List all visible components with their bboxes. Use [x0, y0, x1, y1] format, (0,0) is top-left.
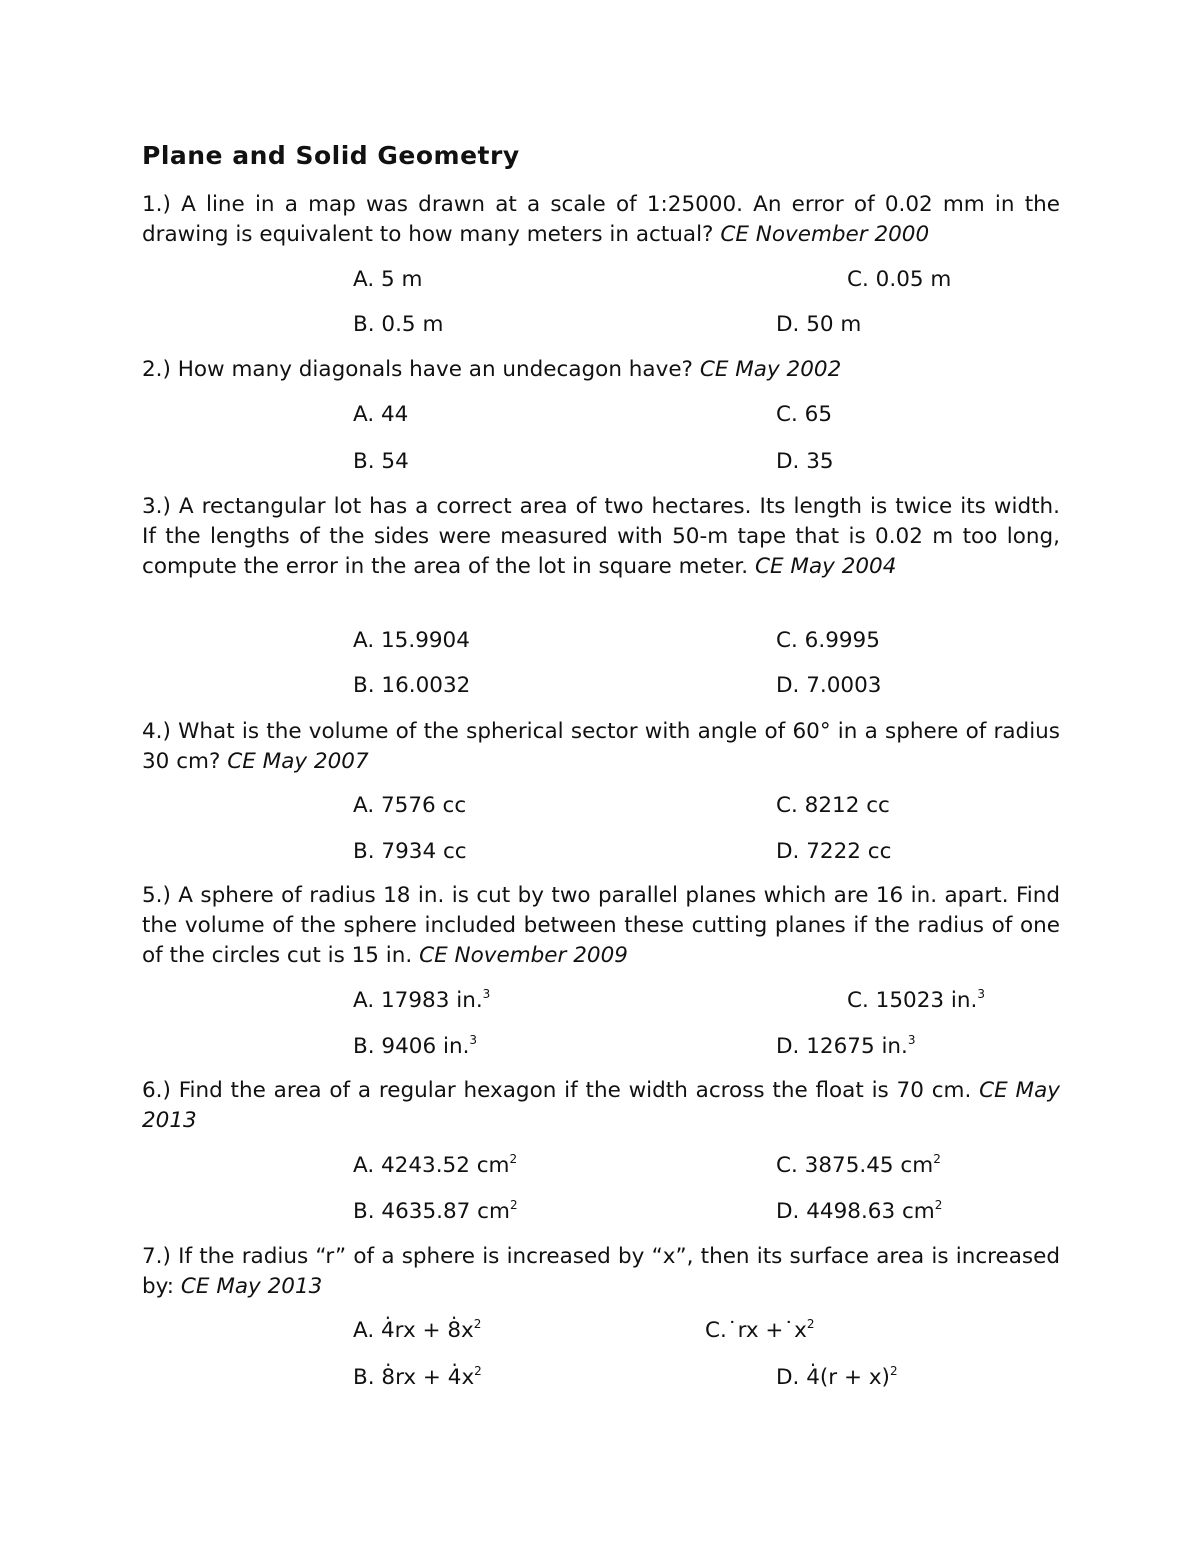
option-b: B. 54	[353, 449, 409, 474]
option-c: C. 3875.45 $cm^2$	[776, 1152, 941, 1178]
question-4: 4.) What is the volume of the spherical sector with angle of 60° in a sphere of radius 30 cm? CE May 2007	[142, 719, 1060, 774]
option-a: A. 4243.52 $cm^2$	[353, 1152, 518, 1178]
option-d: D. 4̇(r + x)$^2$	[776, 1364, 898, 1390]
option-b: B. 8̇rx + $4̇x^2$	[353, 1364, 482, 1390]
exponent: 3	[977, 987, 985, 1001]
question-3: 3.) A rectangular lot has a correct area of two hectares. Its length is twice its width. If the lengths of the sides were measured with 50-m tape that is 0.02 m too long, compute the error in the area of the lot in square meter. CE May 2004	[142, 494, 1060, 579]
question-source: CE November 2009	[419, 943, 628, 968]
exponent: 2	[509, 1198, 518, 1212]
option-c: C.˙rx $+˙x^2$	[705, 1317, 815, 1343]
option-b: B. 7934 cc	[353, 839, 467, 864]
option-a: A. 4̇rx + $8̇x^2$	[353, 1317, 482, 1343]
exponent: 2	[934, 1198, 943, 1212]
option-b: B. 9406 in.$^3$	[353, 1033, 478, 1059]
option-b: B. 0.5 m	[353, 312, 444, 337]
question-1: 1.) A line in a map was drawn at a scale of 1:25000. An error of 0.02 mm in the drawing is equivalent to how many meters in actual? CE November 2000	[142, 192, 1060, 247]
option-c: C. 65	[776, 402, 833, 427]
question-6: 6.) Find the area of a regular hexagon if the width across the float is 70 cm. CE May 2013	[142, 1078, 1060, 1133]
page-title: Plane and Solid Geometry	[142, 141, 520, 170]
question-2: 2.) How many diagonals have an undecagon have? CE May 2002	[142, 357, 842, 382]
question-source: CE May 2002	[699, 357, 842, 382]
exponent: 2	[933, 1152, 941, 1166]
option-d: D. 7222 cc	[776, 839, 892, 864]
question-source: CE May 2007	[227, 749, 369, 774]
option-a: A. 5 m	[353, 267, 423, 292]
exponent: 3	[469, 1033, 478, 1047]
option-c: C. 8212 cc	[776, 793, 890, 818]
question-source: CE November 2000	[720, 222, 930, 247]
exponent: 2	[889, 1364, 898, 1378]
option-a: A. 7576 cc	[353, 793, 467, 818]
exponent: 3	[907, 1033, 916, 1047]
option-c: C. 15023 in.$^3$	[847, 987, 985, 1013]
exponent: 2	[509, 1152, 518, 1166]
question-source: CE May 2013	[180, 1274, 323, 1299]
option-c: C. 6.9995	[776, 628, 880, 653]
question-source: CE May 2004	[754, 554, 897, 579]
exponent: 2	[473, 1317, 482, 1331]
exponent: 3	[482, 987, 491, 1001]
question-source: CE May 2013	[142, 1078, 1060, 1133]
option-c: C. 0.05 m	[847, 267, 952, 292]
option-a: A. 44	[353, 402, 409, 427]
exponent: 2	[806, 1317, 815, 1331]
option-d: D. 50 m	[776, 312, 862, 337]
option-a: A. 17983 in.$^3$	[353, 987, 491, 1013]
option-b: B. 16.0032	[353, 673, 471, 698]
question-7: 7.) If the radius “r” of a sphere is increased by “x”, then its surface area is increased by: CE May 2013	[142, 1244, 1060, 1299]
option-d: D. 7.0003	[776, 673, 882, 698]
question-5: 5.) A sphere of radius 18 in. is cut by two parallel planes which are 16 in. apart. Find the volume of the sphere included between these cutting planes if the radius of one of the circles cut is 15 in. CE November 2009	[142, 883, 1060, 968]
option-d: D. 4498.63 $cm^2$	[776, 1198, 943, 1224]
option-d: D. 12675 in.$^3$	[776, 1033, 916, 1059]
exponent: 2	[474, 1364, 482, 1378]
option-a: A. 15.9904	[353, 628, 470, 653]
option-d: D. 35	[776, 449, 834, 474]
option-b: B. 4635.87 $cm^2$	[353, 1198, 518, 1224]
